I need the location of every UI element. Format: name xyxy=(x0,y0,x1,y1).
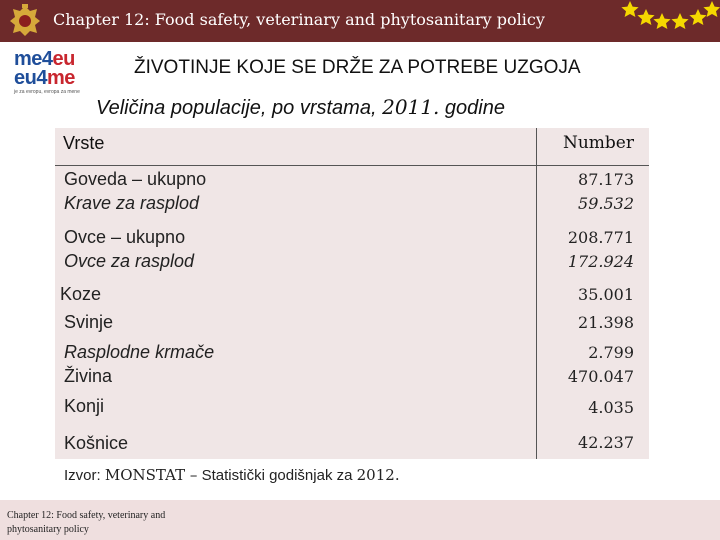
row-value: 21.398 xyxy=(578,313,634,332)
row-label: Krave za rasplod xyxy=(64,193,200,213)
source-note: Izvor: MONSTAT – Statistički godišnjak za 2012. xyxy=(64,466,400,484)
header-divider xyxy=(55,165,649,166)
row-value: 42.237 xyxy=(578,433,634,452)
row-label: Košnice xyxy=(64,433,129,453)
logo-tagline: je za evropu, evropa za mene xyxy=(14,89,80,95)
eu-stars-icon xyxy=(610,0,720,34)
column-header-number: Number xyxy=(562,133,634,153)
chapter-title: Chapter 12: Food safety, veterinary and phytosanitary policy xyxy=(53,10,545,29)
row-value: 208.771 xyxy=(567,228,634,247)
top-bar xyxy=(0,0,720,42)
row-value: 470.047 xyxy=(567,367,634,386)
column-divider xyxy=(536,128,537,459)
row-label: Svinje xyxy=(64,312,114,332)
row-value: 59.532 xyxy=(578,194,634,213)
footer-bar xyxy=(0,500,720,540)
population-table xyxy=(55,128,649,459)
row-label: Konji xyxy=(64,396,105,416)
row-label: Koze xyxy=(60,284,102,304)
column-header-species: Vrste xyxy=(63,133,105,153)
row-value: 87.173 xyxy=(578,170,634,189)
row-value: 35.001 xyxy=(578,285,634,304)
slide-subtitle: ŽIVOTINJE KOJE SE DRŽE ZA POTREBE UZGOJA xyxy=(134,57,581,78)
row-label: Goveda – ukupno xyxy=(64,169,207,189)
row-label: Ovce za rasplod xyxy=(64,251,195,271)
row-value: 172.924 xyxy=(567,252,634,271)
coat-of-arms-icon xyxy=(6,2,44,40)
table-heading: Veličina populacije, po vrstama, 2011. godine xyxy=(96,95,505,119)
me4eu-logo: me4eu eu4me je za evropu, evropa za mene xyxy=(14,50,109,98)
footer-chapter-text: Chapter 12: Food safety, veterinary and phytosanitary policy xyxy=(7,510,166,535)
row-value: 4.035 xyxy=(588,398,634,417)
row-value: 2.799 xyxy=(588,343,634,362)
row-label: Živina xyxy=(64,366,113,386)
row-label: Ovce – ukupno xyxy=(64,227,186,247)
row-label: Rasplodne krmače xyxy=(64,342,215,362)
